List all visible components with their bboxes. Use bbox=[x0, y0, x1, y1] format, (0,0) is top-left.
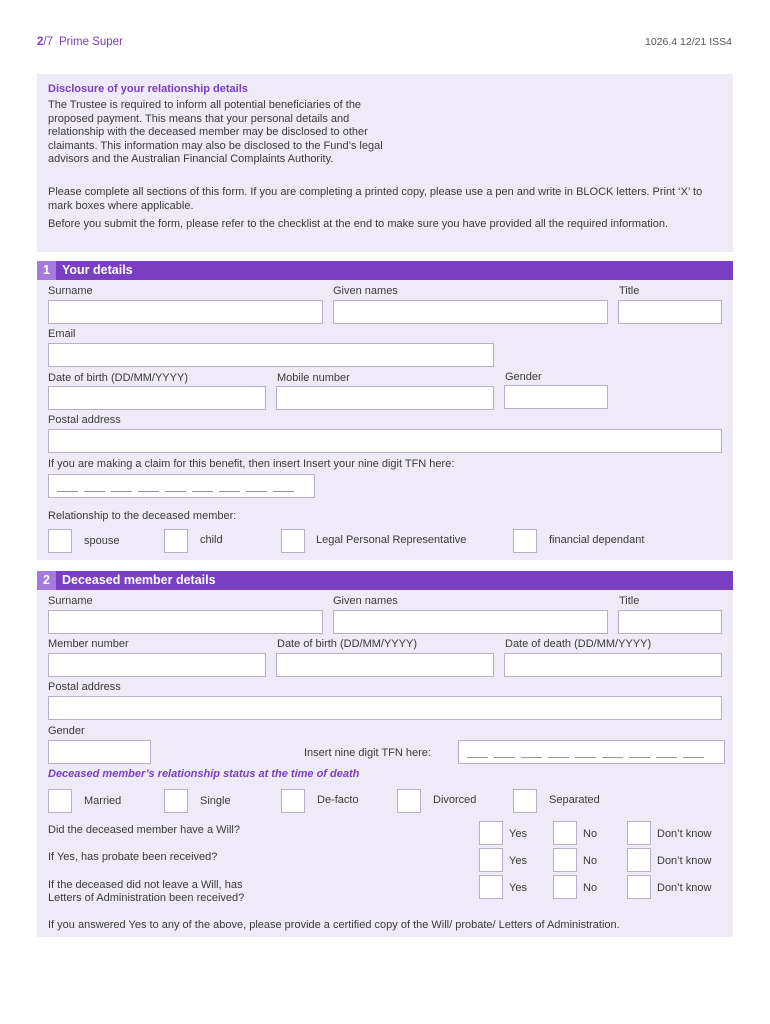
loa-yes-label: Yes bbox=[509, 882, 527, 894]
deceased-postal-label: Postal address bbox=[48, 681, 121, 693]
deceased-title-input[interactable] bbox=[618, 610, 722, 634]
deceased-surname-label: Surname bbox=[48, 595, 93, 607]
gender-input[interactable] bbox=[504, 385, 608, 409]
married-checkbox[interactable] bbox=[48, 789, 72, 813]
section-1-header bbox=[37, 261, 733, 280]
email-label: Email bbox=[48, 328, 76, 340]
probate-dont-know-label: Don’t know bbox=[657, 855, 712, 867]
given-names-label: Given names bbox=[333, 285, 398, 297]
deceased-tfn-label: Insert nine digit TFN here: bbox=[304, 747, 431, 759]
disclosure-paragraph-1: The Trustee is required to inform all potential beneficiaries of the proposed payment. This means that your personal details and relationship with the deceased member may be disclosed to other claimants. This information may also be disclosed to the Fund’s legal advisors and the Australian Financial Complaints Authority. bbox=[48, 99, 383, 165]
lpr-label: Legal Personal Representative bbox=[316, 534, 467, 546]
deceased-given-names-input[interactable] bbox=[333, 610, 608, 634]
child-checkbox[interactable] bbox=[164, 529, 188, 553]
disclosure-title: Disclosure of your relationship details bbox=[48, 83, 248, 95]
loa-dont-know-label: Don’t know bbox=[657, 882, 712, 894]
mobile-input[interactable] bbox=[276, 386, 494, 410]
de-facto-label: De-facto bbox=[317, 794, 359, 806]
deceased-gender-input[interactable] bbox=[48, 740, 151, 764]
dob-label: Date of birth (DD/MM/YYYY) bbox=[48, 372, 188, 384]
separated-checkbox[interactable] bbox=[513, 789, 537, 813]
probate-no-checkbox[interactable] bbox=[553, 848, 577, 872]
will-dont-know-checkbox[interactable] bbox=[627, 821, 651, 845]
tfn-prompt: If you are making a claim for this benefit, then insert Insert your nine digit TFN here: bbox=[48, 458, 455, 470]
deceased-title-label: Title bbox=[619, 595, 640, 607]
dod-label: Date of death (DD/MM/YYYY) bbox=[505, 638, 652, 650]
separated-label: Separated bbox=[549, 794, 600, 806]
financial-dependant-checkbox[interactable] bbox=[513, 529, 537, 553]
form-code: 1026.4 12/21 ISS4 bbox=[645, 36, 732, 48]
page-current: 2 bbox=[37, 36, 44, 48]
documents-note: If you answered Yes to any of the above, please provide a certified copy of the Will/ probate/ Letters of Administration. bbox=[48, 919, 620, 931]
will-no-label: No bbox=[583, 828, 598, 840]
loa-no-label: No bbox=[583, 882, 598, 894]
brand-name: Prime Super bbox=[59, 36, 123, 48]
surname-label: Surname bbox=[48, 285, 93, 297]
surname-input[interactable] bbox=[48, 300, 323, 324]
title-label: Title bbox=[619, 285, 640, 297]
deceased-dob-input[interactable] bbox=[276, 653, 494, 677]
deceased-postal-input[interactable] bbox=[48, 696, 722, 720]
disclosure-paragraph-2: Please complete all sections of this form. If you are completing a printed copy, please use a pen and write in BLOCK letters. Print ‘X’ to mark boxes where applicable. bbox=[48, 186, 703, 212]
spouse-checkbox[interactable] bbox=[48, 529, 72, 553]
section-2-number: 2 bbox=[37, 571, 56, 590]
postal-label: Postal address bbox=[48, 414, 121, 426]
mobile-label: Mobile number bbox=[277, 372, 350, 384]
postal-input[interactable] bbox=[48, 429, 722, 453]
deceased-gender-label: Gender bbox=[48, 725, 85, 737]
divorced-label: Divorced bbox=[433, 794, 477, 806]
single-checkbox[interactable] bbox=[164, 789, 188, 813]
member-number-label: Member number bbox=[48, 638, 129, 650]
dob-input[interactable] bbox=[48, 386, 266, 410]
dod-input[interactable] bbox=[504, 653, 722, 677]
will-dont-know-label: Don’t know bbox=[657, 828, 712, 840]
probate-question: If Yes, has probate been received? bbox=[48, 851, 218, 863]
deceased-given-names-label: Given names bbox=[333, 595, 398, 607]
deceased-dob-label: Date of birth (DD/MM/YYYY) bbox=[277, 638, 417, 650]
will-question: Did the deceased member have a Will? bbox=[48, 824, 240, 836]
page-indicator bbox=[37, 36, 123, 48]
de-facto-checkbox[interactable] bbox=[281, 789, 305, 813]
loa-question-line-1: If the deceased did not leave a Will, has bbox=[48, 879, 243, 891]
email-input[interactable] bbox=[48, 343, 494, 367]
probate-dont-know-checkbox[interactable] bbox=[627, 848, 651, 872]
page-total: /7 bbox=[43, 36, 53, 48]
financial-dependant-label: financial dependant bbox=[549, 534, 645, 546]
section-1-number: 1 bbox=[37, 261, 56, 280]
will-yes-checkbox[interactable] bbox=[479, 821, 503, 845]
loa-dont-know-checkbox[interactable] bbox=[627, 875, 651, 899]
given-names-input[interactable] bbox=[333, 300, 608, 324]
married-label: Married bbox=[84, 795, 122, 807]
deceased-surname-input[interactable] bbox=[48, 610, 323, 634]
single-label: Single bbox=[200, 795, 231, 807]
lpr-checkbox[interactable] bbox=[281, 529, 305, 553]
spouse-label: spouse bbox=[84, 535, 120, 547]
loa-yes-checkbox[interactable] bbox=[479, 875, 503, 899]
disclosure-paragraph-3: Before you submit the form, please refer to the checklist at the end to make sure you have provided all the required information. bbox=[48, 218, 669, 230]
deceased-tfn-input[interactable] bbox=[458, 740, 725, 764]
probate-no-label: No bbox=[583, 855, 598, 867]
divorced-checkbox[interactable] bbox=[397, 789, 421, 813]
member-number-input[interactable] bbox=[48, 653, 266, 677]
loa-no-checkbox[interactable] bbox=[553, 875, 577, 899]
gender-label: Gender bbox=[505, 371, 542, 383]
section-2-header bbox=[37, 571, 733, 590]
relationship-prompt: Relationship to the deceased member: bbox=[48, 510, 237, 522]
probate-yes-checkbox[interactable] bbox=[479, 848, 503, 872]
section-2-title: Deceased member details bbox=[62, 573, 216, 587]
child-label: child bbox=[200, 534, 223, 546]
relationship-status-heading: Deceased member’s relationship status at the time of death bbox=[48, 768, 360, 780]
will-yes-label: Yes bbox=[509, 828, 527, 840]
will-no-checkbox[interactable] bbox=[553, 821, 577, 845]
tfn-input[interactable] bbox=[48, 474, 315, 498]
loa-question-line-2: Letters of Administration been received? bbox=[48, 892, 245, 904]
probate-yes-label: Yes bbox=[509, 855, 527, 867]
title-input[interactable] bbox=[618, 300, 722, 324]
section-1-title: Your details bbox=[62, 263, 133, 277]
